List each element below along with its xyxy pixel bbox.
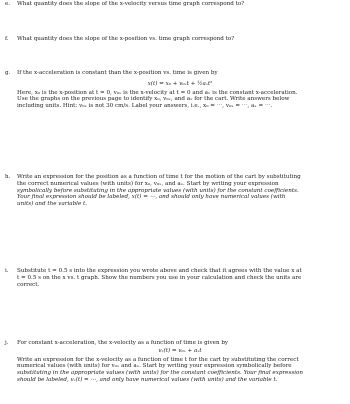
question-f-text: What quantity does the slope of the x-position vs. time graph correspond to? [17, 36, 235, 42]
question-g-line1: Here, x₀ is the x-position at t = 0, v₀ₓ is the x-velocity at t = 0 and aₓ is the constant x-acceleration. [17, 89, 298, 96]
question-i-line3: correct. [17, 281, 40, 288]
question-e [5, 1, 343, 8]
question-i-line2: t = 0.5 s on the x vs. t graph. Show the numbers you use in your calculation and check the units are [17, 274, 302, 281]
position-equation: x(t) = x₀ + v₀ₓt + ½aₓt² [147, 80, 213, 87]
question-g-intro: If the x-acceleration is constant than the x-position vs. time is given by [17, 70, 218, 76]
question-f-label: f. [5, 36, 9, 42]
question-j-line2: numerical values (with units) for v₀ₓ and aₓ. Start by writing your expression symbolically before [17, 363, 292, 370]
question-e-text: What quantity does the slope of the x-velocity versus time graph correspond to? [17, 1, 245, 7]
question-h-line5: units) and the variable t. [17, 201, 88, 208]
question-j-label: j. [5, 340, 9, 346]
question-i [5, 268, 343, 288]
question-h-line3: symbolically before substituting in the appropriate values (with units) for the constant coefficients. [17, 187, 299, 194]
question-g [5, 70, 343, 110]
question-j-line1: Write an expression for the x-velocity as a function of time t for the cart by substituting the correct [17, 356, 299, 363]
question-i-label: i. [5, 268, 9, 274]
question-j [5, 340, 343, 384]
question-h-line4: Your final expression should be labeled, x(t) = ⋯, and should only have numerical values (with [17, 194, 286, 201]
question-j-line3: substituting in the appropriate values (with units) for the constant coefficients. Your final expression [17, 370, 303, 377]
question-j-line4: should be labeled, vₓ(t) = ⋯, and only have numerical values (with units) and the variable t. [17, 376, 278, 383]
question-j-intro: For constant x-acceleration, the x-velocity as a function of time is given by [17, 340, 229, 346]
question-h-line2: the correct numerical values (with units) for x₀, v₀ₓ, and aₓ. Start by writing your expression [17, 180, 279, 187]
question-h [5, 174, 343, 208]
question-g-line2: Use the graphs on the previous page to identify x₀, v₀ₓ, and aₓ for the cart. Write answers below [17, 96, 290, 103]
question-h-line1: Write an expression for the position as a function of time t for the motion of the cart by substituting [17, 174, 301, 180]
question-g-line3: including units. Hint: v₀ₓ is not 30 cm/s. Label your answers, i.e., x₀ = ⋯, v₀ₓ = ⋯, aₓ = ⋯. [17, 103, 273, 110]
question-g-label: g. [5, 70, 11, 76]
question-e-label: e. [5, 1, 11, 7]
velocity-equation: vₓ(t) = v₀ₓ + aₓt [158, 347, 202, 354]
question-h-label: h. [5, 174, 11, 180]
question-f [5, 36, 343, 43]
question-i-line1: Substitute t = 0.5 s into the expression you wrote above and check that it agrees with the value x at [17, 268, 302, 274]
